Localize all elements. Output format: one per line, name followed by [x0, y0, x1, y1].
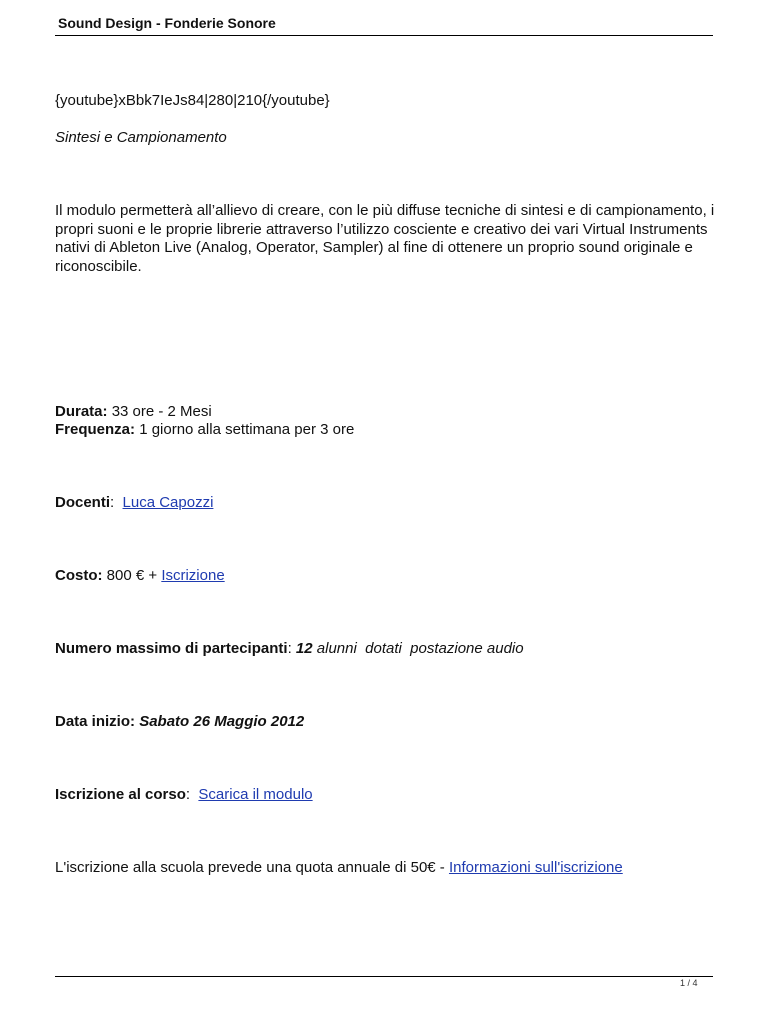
- partecipanti-label: Numero massimo di partecipanti: [55, 640, 288, 657]
- durata-label: Durata:: [55, 403, 108, 420]
- docenti-separator: :: [110, 494, 115, 511]
- data-inizio-label: Data inizio:: [55, 713, 136, 730]
- durata-value: 33 ore - 2 Mesi: [111, 403, 212, 420]
- frequenza-label: Frequenza:: [55, 421, 136, 438]
- data-inizio-row: [55, 713, 304, 732]
- iscrizione-corso-separator: :: [185, 786, 191, 803]
- frequenza-row: [55, 421, 354, 440]
- frequenza-value: 1 giorno alla settimana per 3 ore: [139, 421, 355, 438]
- costo-row: [55, 567, 225, 586]
- partecipanti-row: [55, 640, 524, 659]
- embed-code-text: {youtube}xBbk7IeJs84|280|210{/youtube}: [55, 92, 330, 109]
- article-subtitle: Sintesi e Campionamento: [55, 129, 227, 146]
- iscrizione-corso-label: Iscrizione al corso: [55, 786, 186, 803]
- iscrizione-corso-row: [55, 786, 313, 805]
- docenti-link[interactable]: Luca Capozzi: [122, 494, 214, 511]
- costo-value: 800 € +: [106, 567, 158, 584]
- footer-rule: [55, 976, 713, 977]
- partecipanti-value: alunni dotati postazione audio: [316, 640, 524, 657]
- costo-label: Costo:: [55, 567, 103, 584]
- quota-row: [55, 859, 623, 878]
- quota-text: L'iscrizione alla scuola prevede una quota annuale di 50€ -: [55, 859, 445, 876]
- intro-paragraph: Il modulo permetterà all’allievo di creare, con le più diffuse tecniche di sintesi e di campionamento, i propri suoni e le proprie librerie attraverso l’utilizzo cosciente e creativo dei vari Virtual Instruments nativi di Ableton Live (Analog, Operator, Sampler) al fine di ottenere un proprio sound originale e riconoscibile.: [55, 202, 715, 275]
- docenti-row: [55, 494, 213, 513]
- partecipanti-number: 12: [295, 640, 313, 657]
- informazioni-iscrizione-link[interactable]: Informazioni sull'iscrizione: [448, 859, 623, 876]
- header-rule: [55, 35, 713, 36]
- docenti-label: Docenti: [55, 494, 111, 511]
- page-header-title: Sound Design - Fonderie Sonore: [58, 15, 276, 31]
- scarica-modulo-link[interactable]: Scarica il modulo: [198, 786, 313, 803]
- page-number: 1 / 4: [680, 978, 698, 988]
- durata-row: [55, 403, 212, 422]
- iscrizione-link[interactable]: Iscrizione: [161, 567, 225, 584]
- partecipanti-separator: :: [287, 640, 292, 657]
- data-inizio-value: Sabato 26 Maggio 2012: [139, 713, 305, 730]
